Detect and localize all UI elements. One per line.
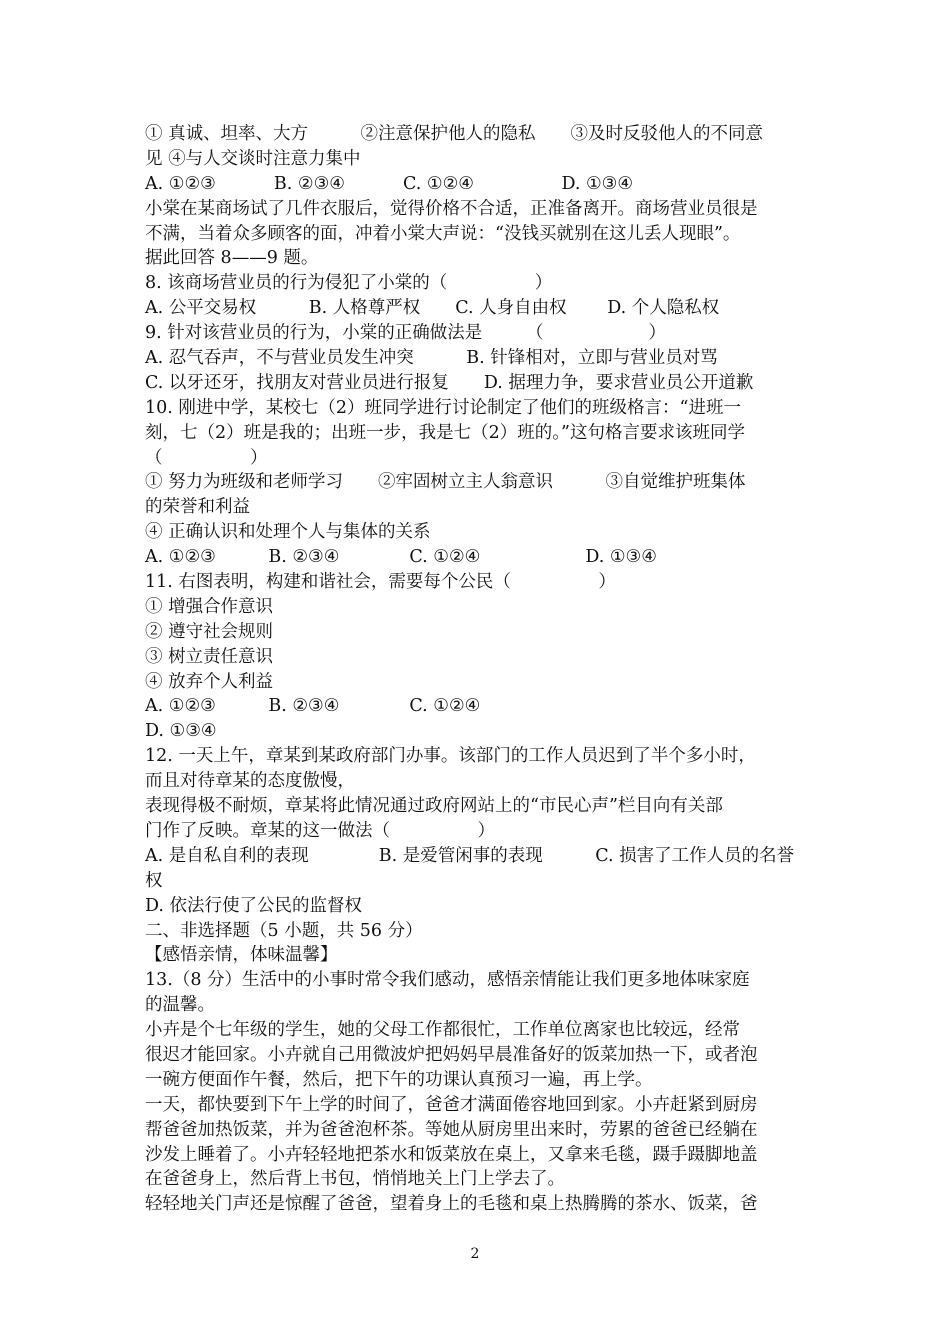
text-line: ④ 放弃个人利益 bbox=[145, 671, 274, 692]
question-12: 12. 一天上午，章某到某政府部门办事。该部门的工作人员迟到了半个多小时， bbox=[145, 746, 756, 767]
text-line: 小卉是个七年级的学生，她的父母工作都很忙，工作单位离家也比较远，经常 bbox=[145, 1020, 740, 1041]
text-line: 沙发上睡着了。小卉轻轻地把茶水和饭菜放在桌上，又拿来毛毯，蹑手蹑脚地盖 bbox=[145, 1144, 758, 1165]
answer-options: D. 依法行使了公民的监督权 bbox=[145, 895, 363, 916]
question-8: 8. 该商场营业员的行为侵犯了小棠的（ ） bbox=[145, 273, 553, 294]
answer-options: A. ①②③ B. ②③④ C. ①②④ D. ①③④ bbox=[145, 547, 657, 568]
answer-options: A. 公平交易权 B. 人格尊严权 C. 人身自由权 D. 个人隐私权 bbox=[145, 298, 720, 319]
text-line: 见 ④与人交谈时注意力集中 bbox=[145, 148, 361, 169]
answer-options: A. 是自私自利的表现 B. 是爱管闲事的表现 C. 损害了工作人员的名誉 bbox=[145, 845, 795, 866]
text-line: ① 努力为班级和老师学习 ②牢固树立主人翁意识 ③自觉维护班集体 bbox=[145, 472, 746, 493]
text-line: 的荣誉和利益 bbox=[145, 497, 250, 518]
text-line: 帮爸爸加热饭菜，并为爸爸泡杯茶。等她从厨房里出来时，劳累的爸爸已经躺在 bbox=[145, 1119, 758, 1140]
page-number: 2 bbox=[470, 1246, 480, 1262]
section-heading: 二、非选择题（5 小题，共 56 分） bbox=[145, 920, 423, 941]
answer-options: D. ①③④ bbox=[145, 721, 217, 742]
question-13: 13.（8 分）生活中的小事时常令我们感动，感悟亲情能让我们更多地体味家庭 bbox=[145, 970, 750, 991]
text-line: 很迟才能回家。小卉就自己用微波炉把妈妈早晨准备好的饭菜加热一下，或者泡 bbox=[145, 1044, 758, 1065]
text-line: 一碗方便面作午餐，然后，把下午的功课认真预习一遍，再上学。 bbox=[145, 1069, 653, 1090]
text-line: 据此回答 8——9 题。 bbox=[145, 248, 319, 269]
answer-options: A. ①②③ B. ②③④ C. ①②④ bbox=[145, 696, 481, 717]
answer-options: C. 以牙还牙，找朋友对营业员进行报复 D. 据理力争，要求营业员公开道歉 bbox=[145, 372, 754, 393]
text-line: 一天，都快要到下午上学的时间了，爸爸才满面倦容地回到家。小卉赶紧到厨房 bbox=[145, 1094, 758, 1115]
answer-options: A. ①②③ B. ②③④ C. ①②④ D. ①③④ bbox=[145, 173, 634, 194]
text-line: 表现得极不耐烦，章某将此情况通过政府网站上的“市民心声”栏目向有关部 bbox=[145, 796, 723, 817]
question-9: 9. 针对该营业员的行为，小棠的正确做法是 （ ） bbox=[145, 323, 667, 344]
text-line: 刻，七（2）班是我的；出班一步，我是七（2）班的。”这句格言要求该班同学 bbox=[145, 422, 745, 443]
text-line: 而且对待章某的态度傲慢， bbox=[145, 771, 355, 792]
text-line: 小棠在某商场试了几件衣服后，觉得价格不合适，正准备离开。商场营业员很是 bbox=[145, 198, 758, 219]
text-line: 门作了反映。章某的这一做法（ ） bbox=[145, 820, 495, 841]
text-line: 的温馨。 bbox=[145, 995, 215, 1016]
text-line: 权 bbox=[145, 870, 163, 891]
text-line: ④ 正确认识和处理个人与集体的关系 bbox=[145, 522, 431, 543]
text-line: ① 真诚、坦率、大方 ②注意保护他人的隐私 ③及时反驳他人的不同意 bbox=[145, 124, 764, 144]
text-line: 不满，当着众多顾客的面，冲着小棠大声说：“没钱买就别在这儿丢人现眼”。 bbox=[145, 223, 741, 244]
text-line: 在爸爸身上，然后背上书包，悄悄地关上门上学去了。 bbox=[145, 1169, 565, 1190]
question-11: 11. 右图表明，构建和谐社会，需要每个公民（ ） bbox=[145, 572, 616, 593]
text-line: ① 增强合作意识 bbox=[145, 596, 274, 617]
question-10: 10. 刚进中学，某校七（2）班同学进行讨论制定了他们的班级格言：“进班一 bbox=[145, 397, 741, 418]
section-subheading: 【感悟亲情，体味温馨】 bbox=[145, 945, 338, 966]
text-line: （ ） bbox=[145, 447, 268, 468]
text-line: ③ 树立责任意识 bbox=[145, 646, 274, 667]
page-content bbox=[145, 122, 810, 1217]
text-line: 轻轻地关门声还是惊醒了爸爸，望着身上的毛毯和桌上热腾腾的茶水、饭菜，爸 bbox=[145, 1194, 758, 1215]
answer-options: A. 忍气吞声，不与营业员发生冲突 B. 针锋相对，立即与营业员对骂 bbox=[145, 348, 718, 369]
text-line: ② 遵守社会规则 bbox=[145, 621, 274, 642]
